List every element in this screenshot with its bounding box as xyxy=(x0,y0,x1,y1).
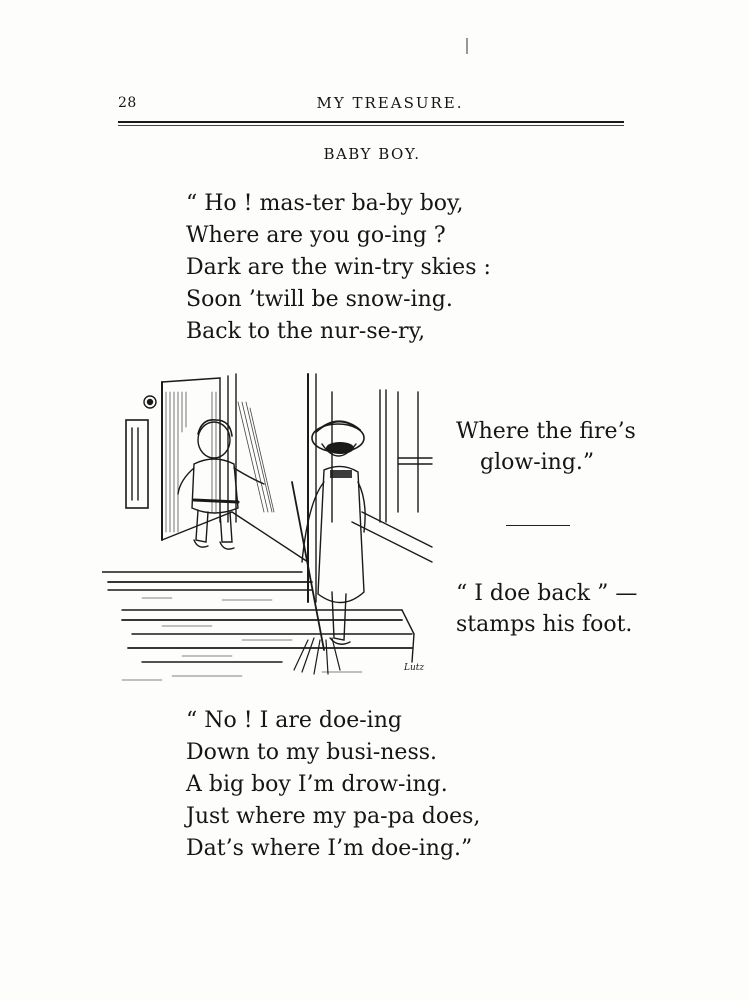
poem-line: “ Ho ! mas-ter ba-by boy, xyxy=(186,191,464,216)
poem-line: A big boy I’m drow-ing. xyxy=(186,772,448,797)
poem-line: Where the fire’s xyxy=(456,419,636,444)
poem-line: Just where my pa-pa does, xyxy=(186,804,481,829)
running-head: MY TREASURE. xyxy=(316,94,464,112)
header-rule xyxy=(118,121,624,123)
header-rule-thin xyxy=(118,125,624,126)
poem-title: BABY BOY. xyxy=(323,145,421,163)
poem-line: Down to my busi-ness. xyxy=(186,740,438,765)
ink-speck xyxy=(466,38,468,54)
poem-line: glow-ing.” xyxy=(480,450,595,475)
engraving-illustration xyxy=(102,372,442,692)
stanza-3 xyxy=(186,705,480,865)
stanza-1 xyxy=(186,188,491,348)
poem-line: Soon ’twill be snow-ing. xyxy=(186,287,453,312)
page-number: 28 xyxy=(118,95,137,111)
poem-line: Back to the nur-se-ry, xyxy=(186,319,426,344)
stanza-divider xyxy=(506,525,570,526)
poem-line: “ No ! I are doe-ing xyxy=(186,708,402,733)
poem-line: stamps his foot. xyxy=(456,612,633,637)
poem-line: Dark are the win-try skies : xyxy=(186,255,491,280)
poem-line: Dat’s where I’m doe-ing.” xyxy=(186,836,473,861)
side-text-b xyxy=(456,578,637,640)
artist-signature: Lutz xyxy=(404,663,425,673)
poem-line: “ I doe back ” — xyxy=(456,581,638,606)
side-text-a xyxy=(456,416,636,478)
poem-line: Where are you go-ing ? xyxy=(186,223,446,248)
